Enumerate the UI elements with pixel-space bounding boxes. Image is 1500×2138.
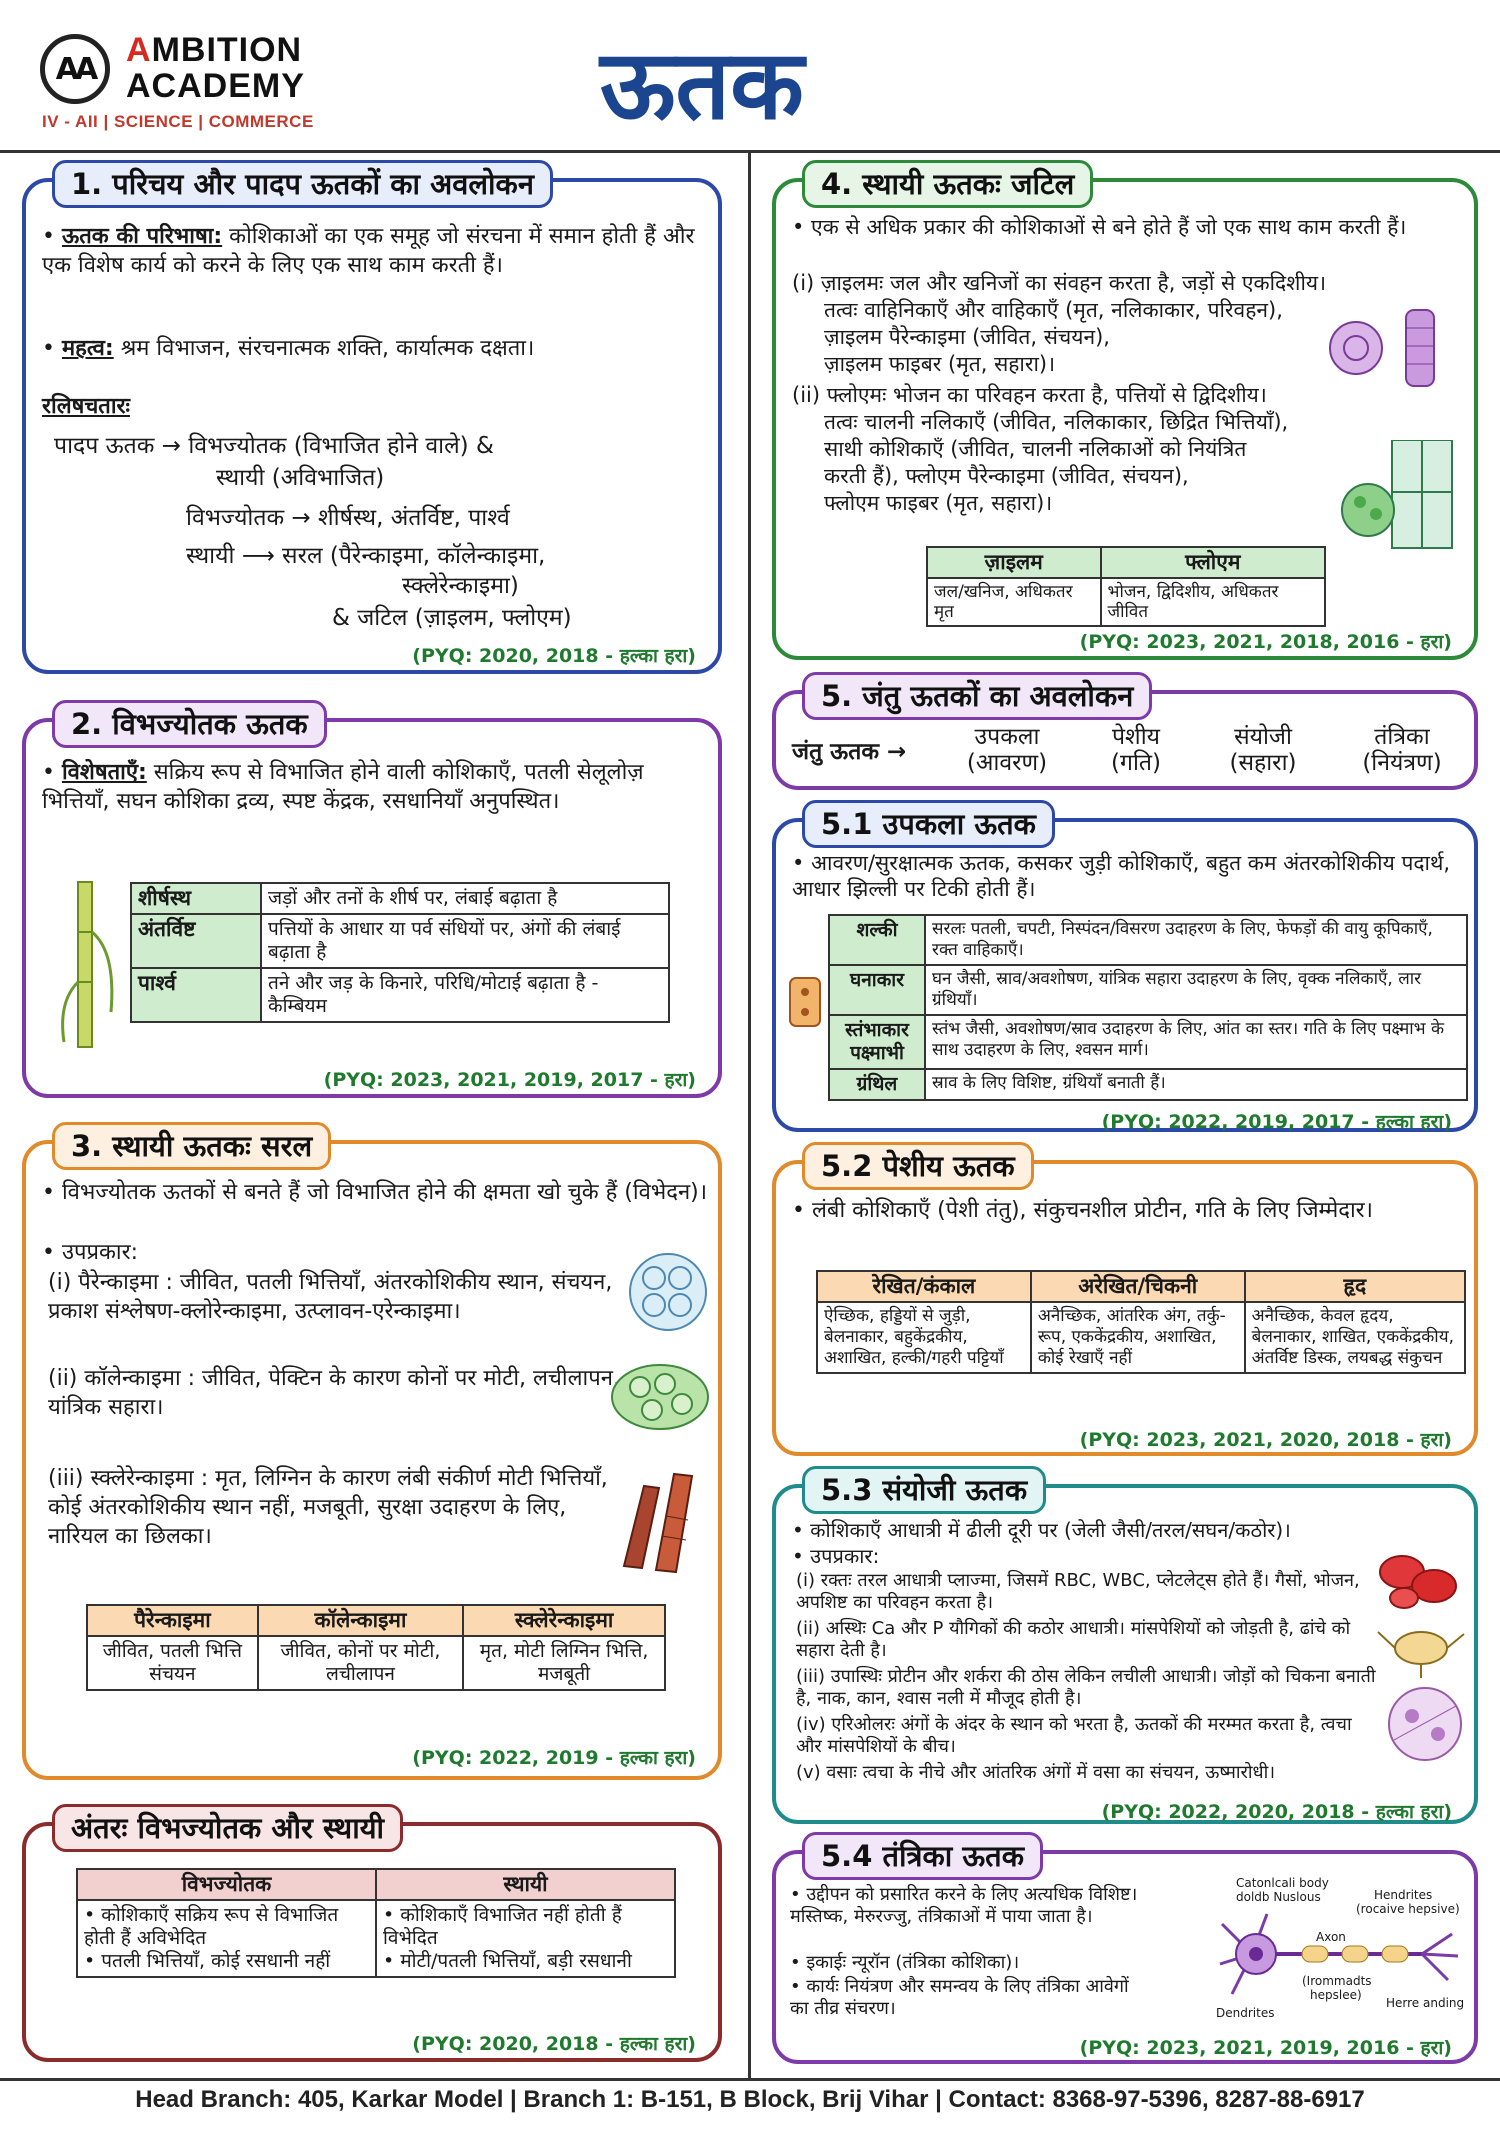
page-header [0, 0, 1500, 150]
table-row: ज़ाइलम फ्लोएम [927, 547, 1325, 578]
parenchyma: (i) पैरेन्काइमा : जीवित, पतली भित्तियाँ, अंतरकोशिकीय स्थान, संचयन, प्रकाश संश्लेषण-क्लोरेन्काइमा, उत्प्लावन-एरेन्काइमा। [48, 1270, 613, 1324]
section-title: 4. स्थायी ऊतकः जटिल [802, 160, 1093, 208]
table-row: पार्श्व तने और जड़ के किनारे, परिधि/मोटाई बढ़ाता है - कैम्बियम [131, 968, 669, 1022]
section-title: 5.2 पेशीय ऊतक [802, 1142, 1034, 1190]
brand-subtitle: IV - AII | SCIENCE | COMMERCE [42, 112, 314, 131]
diagram-label: doldb Nuslous [1236, 1890, 1321, 1904]
section-title: 5.3 संयोजी ऊतक [802, 1466, 1046, 1514]
section-title: अंतरः विभज्योतक और स्थायी [52, 1804, 403, 1852]
xylem-line: ज़ाइलम फाइबर (मृत, सहारा)। [824, 352, 1056, 376]
footer-contact: Head Branch: 405, Karkar Model | Branch 1: B-151, B Block, Brij Vihar | Contact: 8368-97-5396, 8287-88-6917 [135, 2086, 1365, 2113]
section-title: 5.1 उपकला ऊतक [802, 800, 1055, 848]
flow-line: स्क्लेरेन्काइमा) [402, 573, 519, 599]
sclerenchyma-fibers-icon [614, 1466, 714, 1576]
areolar-tissue-icon [1380, 1684, 1470, 1764]
phloem-line: साथी कोशिकाएँ (जीवित, चालनी नलिकाओं को नियंत्रित [824, 437, 1247, 461]
section-animal-overview [772, 679, 1478, 790]
section-title: 3. स्थायी ऊतकः सरल [52, 1122, 331, 1170]
flow-line: स्थायी ⟶ सरल (पैरेन्काइमा, कॉलेन्काइमा, [186, 543, 546, 569]
page-title: ऊतक [600, 29, 804, 141]
table-row: अंतर्विष्ट पत्तियों के आधार या पर्व संधियों पर, अंगों की लंबाई बढ़ाता है [131, 914, 669, 968]
table-row: स्तंभाकार पक्ष्माभी स्तंभ जैसी, अवशोषण/स्राव उदाहरण के लिए, आंत का स्तर। गति के लिए पक्ष्माभ के साथ उदाहरण के लिए, श्वसन मार्ग। [829, 1015, 1467, 1069]
collenchyma: (ii) कॉलेन्काइमा : जीवित, पेक्टिन के कारण कोनों पर मोटी, लचीलापन, यांत्रिक सहारा। [48, 1366, 620, 1420]
flow-line: पादप ऊतक → विभज्योतक (विभाजित होने वाले) & [54, 433, 494, 459]
section-epithelial [772, 807, 1478, 1133]
diagram-label: (rocaive hepsive) [1356, 1902, 1460, 1916]
sclerenchyma: (iii) स्क्लेरेन्काइमा : मृत, लिग्निन के कारण लंबी संकीर्ण मोटी भित्तियाँ, कोई अंतरकोशिकीय स्थान नहीं, मजबूती, सुरक्षा उदाहरण के लिए, नारियल का छिलका। [48, 1466, 608, 1549]
xylem-line: ज़ाइलम पैरेन्काइमा (जीवित, संचयन), [824, 325, 1110, 349]
flow-line: विभज्योतक → शीर्षस्थ, अंतर्विष्ट, पार्श्व [186, 505, 510, 531]
pyq-note: (PYQ: 2022, 2020, 2018 - हल्का हरा) [1101, 1801, 1452, 1823]
diagram-label: Herre anding [1386, 1996, 1465, 2010]
phloem-line: करती हैं), फ्लोएम पैरेन्काइमा (जीवित, संचयन), [824, 464, 1189, 488]
section-meristematic [22, 707, 722, 1098]
meristem-table [130, 882, 670, 1023]
subtypes-label: • उपप्रकार: [42, 1240, 139, 1265]
table-row: रेखित/कंकाल अरेखित/चिकनी हृद [817, 1271, 1465, 1302]
table-row: पैरेन्काइमा कॉलेन्काइमा स्क्लेरेन्काइमा [87, 1605, 665, 1636]
xylem-line: तत्वः वाहिनिकाएँ और वाहिकाएँ (मृत, नलिकाकार, परिवहन), [824, 298, 1283, 322]
xylem-line: (i) ज़ाइलमः जल और खनिजों का संवहन करता है, जड़ों से एकदिशीय। [792, 271, 1327, 295]
blood: (i) रक्तः तरल आधात्री प्लाज्मा, जिसमें RBC, WBC, प्लेटलेट्स होते हैं। गैसों, भोजन, अपशिष्ट का परिवहन करता है। [796, 1570, 1360, 1613]
nervous-point: • इकाईः न्यूरॉन (तंत्रिका कोशिका)। [790, 1952, 1020, 1973]
flowchart-label: रलिषचतारः [42, 394, 130, 419]
phloem-line: फ्लोएम फाइबर (मृत, सहारा)। [824, 491, 1053, 515]
tissue-type: संयोजी (सहारा) [1229, 724, 1297, 776]
section-complex-permanent [772, 167, 1478, 660]
cuboidal-cell-icon [786, 972, 826, 1032]
flow-line: & जटिल (ज़ाइलम, फ्लोएम) [332, 605, 572, 631]
section-title: 2. विभज्योतक ऊतक [52, 700, 327, 748]
section-simple-permanent [22, 1129, 722, 1780]
animal-lead: जंतु ऊतक → [792, 739, 907, 765]
flow-line: स्थायी (अविभाजित) [216, 465, 385, 491]
pyq-note: (PYQ: 2023, 2021, 2019, 2016 - हरा) [1079, 2037, 1452, 2059]
pyq-note: (PYQ: 2020, 2018 - हल्का हरा) [412, 645, 696, 667]
intro: • लंबी कोशिकाएँ (पेशी तंतु), संकुचनशील प्रोटीन, गति के लिए जिम्मेदार। [792, 1198, 1373, 1223]
table-row: जीवित, पतली भित्ति संचयन जीवित, कोनों पर मोटी, लचीलापन मृत, मोटी लिग्निन भित्ति, मजबूती [87, 1636, 665, 1690]
pyq-note: (PYQ: 2023, 2021, 2019, 2017 - हरा) [323, 1069, 696, 1091]
brand-line-1: AMBITION [126, 31, 303, 69]
table-row: विभज्योतक स्थायी [77, 1869, 675, 1900]
adipose: (v) वसाः त्वचा के नीचे और आंतरिक अंगों में वसा का संचयन, ऊष्मारोधी। [796, 1762, 1276, 1783]
table-row: घनाकार घन जैसी, स्राव/अवशोषण, यांत्रिक सहारा उदाहरण के लिए, वृक्क नलिकाएँ, लार ग्रंथियाँ। [829, 965, 1467, 1015]
cartilage: (iii) उपास्थिः प्रोटीन और शर्करा की ठोस लेकिन लचीली आधात्री। जोड़ों को चिकना बनाती है, नाक, कान, श्वास नली में मौजूद होती है। [796, 1666, 1376, 1709]
xylem-vessel-icon [1326, 308, 1466, 388]
blood-cells-icon [1372, 1548, 1468, 1612]
areolar: (iv) एरिओलरः अंगों के अंदर के स्थान को भरता है, ऊतकों की मरम्मत करता है, त्वचा और मांसपेशियों के बीच। [796, 1714, 1352, 1757]
footer-divider [0, 2078, 1500, 2081]
diagram-label: Catonlcali body [1236, 1876, 1329, 1890]
diagram-label: Hendrites [1374, 1888, 1433, 1902]
xylem-phloem-table [926, 546, 1326, 627]
diagram-label: Axon [1316, 1930, 1346, 1944]
muscle-table [816, 1270, 1466, 1374]
definition: • ऊतक की परिभाषा: कोशिकाओं का एक समूह जो संरचना में समान होती हैं और एक विशेष कार्य को करने के लिए एक साथ काम करती हैं। [42, 224, 695, 278]
simple-tissue-table [86, 1604, 666, 1691]
logo-mark: AA [40, 34, 110, 104]
section-muscular [772, 1149, 1478, 1456]
section-intro [22, 167, 722, 674]
phloem-line: (ii) फ्लोएमः भोजन का परिवहन करता है, पत्तियों से द्विदिशीय। [792, 383, 1267, 407]
nervous-point: • उद्दीपन को प्रसारित करने के लिए अत्यधिक विशिष्ट। मस्तिष्क, मेरुरज्जु, तंत्रिकाओं में पाया जाता है। [790, 1884, 1138, 1927]
difference-table [76, 1868, 676, 1978]
pyq-note: (PYQ: 2020, 2018 - हल्का हरा) [412, 2033, 696, 2055]
section-title: 1. परिचय और पादप ऊतकों का अवलोकन [52, 160, 553, 208]
features: • विशेषताएँ: सक्रिय रूप से विभाजित होने वाली कोशिकाएँ, पतली सेलूलोज़ भित्तियाँ, सघन कोशिका द्रव्य, स्पष्ट केंद्रक, रसधानियाँ अनुपस्थित। [42, 760, 644, 814]
pyq-note: (PYQ: 2023, 2021, 2018, 2016 - हरा) [1079, 631, 1452, 653]
tissue-type: पेशीय (गति) [1111, 724, 1161, 776]
diagram-label: hepslee) [1310, 1988, 1362, 2002]
table-row: ग्रंथिल स्राव के लिए विशिष्ट, ग्रंथियाँ बनाती हैं। [829, 1069, 1467, 1100]
table-row: • कोशिकाएँ सक्रिय रूप से विभाजित होती हैं अविभेदित • पतली भित्तियाँ, कोई रसधानी नहीं • कोशिकाएँ विभाजित नहीं होती हैं विभेदित • मोटी/पतली भित्तियाँ, बड़ी रसधानी [77, 1900, 675, 1977]
pyq-note: (PYQ: 2023, 2021, 2020, 2018 - हरा) [1079, 1429, 1452, 1451]
brand-line-2: ACADEMY [126, 67, 305, 105]
sugarcane-plant-icon [56, 872, 126, 1052]
table-row: ऐच्छिक, हड्डियों से जुड़ी, बेलनाकार, बहुकेंद्रकीय, अशाखित, हल्की/गहरी पट्टियाँ अनैच्छिक, आंतरिक अंग, तर्कु-रूप, एककेंद्रकीय, अशाखित, कोई रेखाएँ नहीं अनैच्छिक, केवल हृदय, बेलनाकार, शाखित, एककेंद्रकीय, अंतर्विष्ट डिस्क, लयबद्ध संकुचन [817, 1302, 1465, 1373]
academy-logo [36, 28, 396, 138]
table-row: शल्की सरलः पतली, चपटी, निस्पंदन/विसरण उदाहरण के लिए, फेफड़ों की वायु कूपिकाएँ, रक्त वाहिकाएँ। [829, 915, 1467, 965]
section-difference [22, 1811, 722, 2062]
tissue-type: उपकला (आवरण) [966, 724, 1048, 776]
phloem-line: तत्वः चालनी नलिकाएँ (जीवित, नलिकाकार, छिद्रित भित्तियाँ), [824, 410, 1289, 434]
nervous-point: • कार्यः नियंत्रण और समन्वय के लिए तंत्रिका आवेगों का तीव्र संचरण। [790, 1976, 1129, 2019]
section-title: 5.4 तंत्रिका ऊतक [802, 1832, 1043, 1880]
subtypes-label: • उपप्रकार: [792, 1544, 880, 1568]
tissue-type: तंत्रिका (नियंत्रण) [1362, 724, 1442, 776]
bone-cell-icon [1376, 1618, 1466, 1678]
intro: • विभज्योतक ऊतकों से बनते हैं जो विभाजित होने की क्षमता खो चुके हैं (विभेदन)। [42, 1180, 708, 1205]
column-divider [748, 153, 751, 2078]
table-row: जल/खनिज, अधिकतर मृत भोजन, द्विदिशीय, अधिकतर जीवित [927, 578, 1325, 626]
importance: • महत्व: श्रम विभाजन, संरचनात्मक शक्ति, कार्यात्मक दक्षता। [42, 336, 535, 361]
pyq-note: (PYQ: 2022, 2019, 2017 - हल्का हरा) [1101, 1111, 1452, 1133]
diagram-label: (Irommadts [1302, 1974, 1372, 1988]
section-nervous [772, 1839, 1478, 2064]
phloem-sieve-tube-icon [1336, 440, 1466, 550]
parenchyma-cells-icon [626, 1250, 710, 1334]
pyq-note: (PYQ: 2022, 2019 - हल्का हरा) [412, 1747, 696, 1769]
bone: (ii) अस्थिः Ca और P यौगिकों की कठोर आधात्री। मांसपेशियों को जोड़ती है, ढांचे को सहारा देती है। [796, 1618, 1351, 1661]
collenchyma-cells-icon [610, 1362, 710, 1432]
epithelial-table [828, 914, 1468, 1101]
intro: • एक से अधिक प्रकार की कोशिकाओं से बने होते हैं जो एक साथ काम करती हैं। [792, 215, 1407, 239]
diagram-label: Dendrites [1216, 2006, 1275, 2020]
section-title: 5. जंतु ऊतकों का अवलोकन [802, 672, 1152, 720]
section-connective [772, 1473, 1478, 1824]
intro: • कोशिकाएँ आधात्री में ढीली दूरी पर (जेली जैसी/तरल/सघन/कठोर)। [792, 1518, 1291, 1542]
table-row: शीर्षस्थ जड़ों और तनों के शीर्ष पर, लंबाई बढ़ाता है [131, 883, 669, 914]
intro: • आवरण/सुरक्षात्मक ऊतक, कसकर जुड़ी कोशिकाएँ, बहुत कम अंतरकोशिकीय पदार्थ, आधार झिल्ली पर टिकी होती हैं। [792, 851, 1451, 901]
